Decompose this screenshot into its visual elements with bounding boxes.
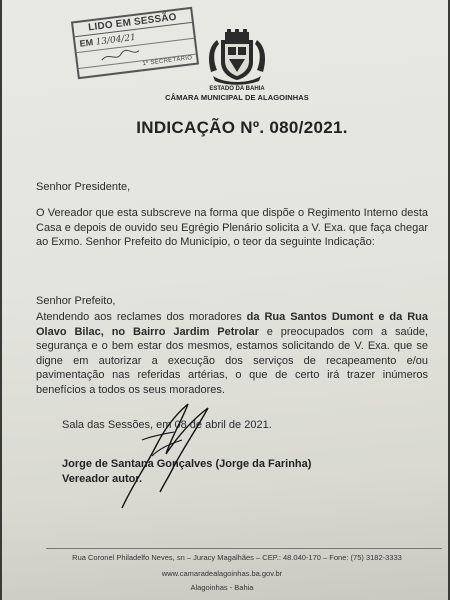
- signer-role: Vereador autor.: [62, 473, 143, 485]
- greeting-mayor: Senhor Prefeito,: [36, 295, 116, 307]
- request-paragraph: [36, 310, 428, 397]
- header-state: ESTADO DA BAHIA: [209, 86, 265, 92]
- footer-address: Rua Coronel Philadelfo Neves, sn – Juracy Magalhães – CEP.: 48.040-170 – Fone: (75) 3182-3333: [72, 553, 402, 562]
- stamp-date-prefix: EM: [79, 37, 94, 49]
- coat-of-arms-icon: [205, 28, 269, 88]
- header-chamber-name: CÂMARA MUNICIPAL DE ALAGOINHAS: [165, 93, 309, 102]
- footer-website: www.camaradealagoinhas.ba.gov.br: [161, 569, 283, 578]
- footer-city: Alagoinhas - Bahia: [190, 583, 254, 592]
- intro-paragraph: O Vereador que esta subscreve na forma que dispõe o Regimento Interno desta Casa e depois de ouvido seu Egrégio Plenário solicita a V. Exa. que faça chegar ao Exmo. Senhor Prefeito do Município, o teor da seguinte Indicação:: [36, 207, 428, 248]
- signer-name: Jorge de Santana Gonçalves (Jorge da Farinha): [62, 458, 312, 470]
- stamp-subtitle: 1º SECRETÁRIO: [142, 55, 193, 68]
- greeting-president: Senhor Presidente,: [36, 181, 131, 193]
- request-text-start: Atendendo aos reclames dos moradores: [36, 311, 247, 323]
- document-title: INDICAÇÃO Nº. 080/2021.: [136, 118, 348, 137]
- stamp-date-value: 13/04/21: [95, 32, 137, 48]
- request-streets: da Rua Santos Dumont e da Rua Olavo Bilac, no Bairro Jardim Petrolar: [36, 311, 428, 338]
- session-date-line: Sala das Sessões, em 08 de abril de 2021.: [62, 419, 272, 431]
- stamp-title: LIDO EM SESSÃO: [73, 9, 192, 37]
- handwritten-signature: [112, 396, 222, 512]
- footer-divider: [46, 548, 442, 549]
- document-page: [2, 0, 448, 600]
- request-text-end: e preocupados com a saúde, segurança e o bem estar dos mesmos, estamos solicitando de V. Exa. que se digne em autorizar a execução dos serviços de recapeamento e/ou pavimentação nas referidas artérias, o que de certo irá trazer inúmeros benefícios a todos os seus moradores.: [36, 325, 428, 396]
- session-stamp: [71, 7, 199, 79]
